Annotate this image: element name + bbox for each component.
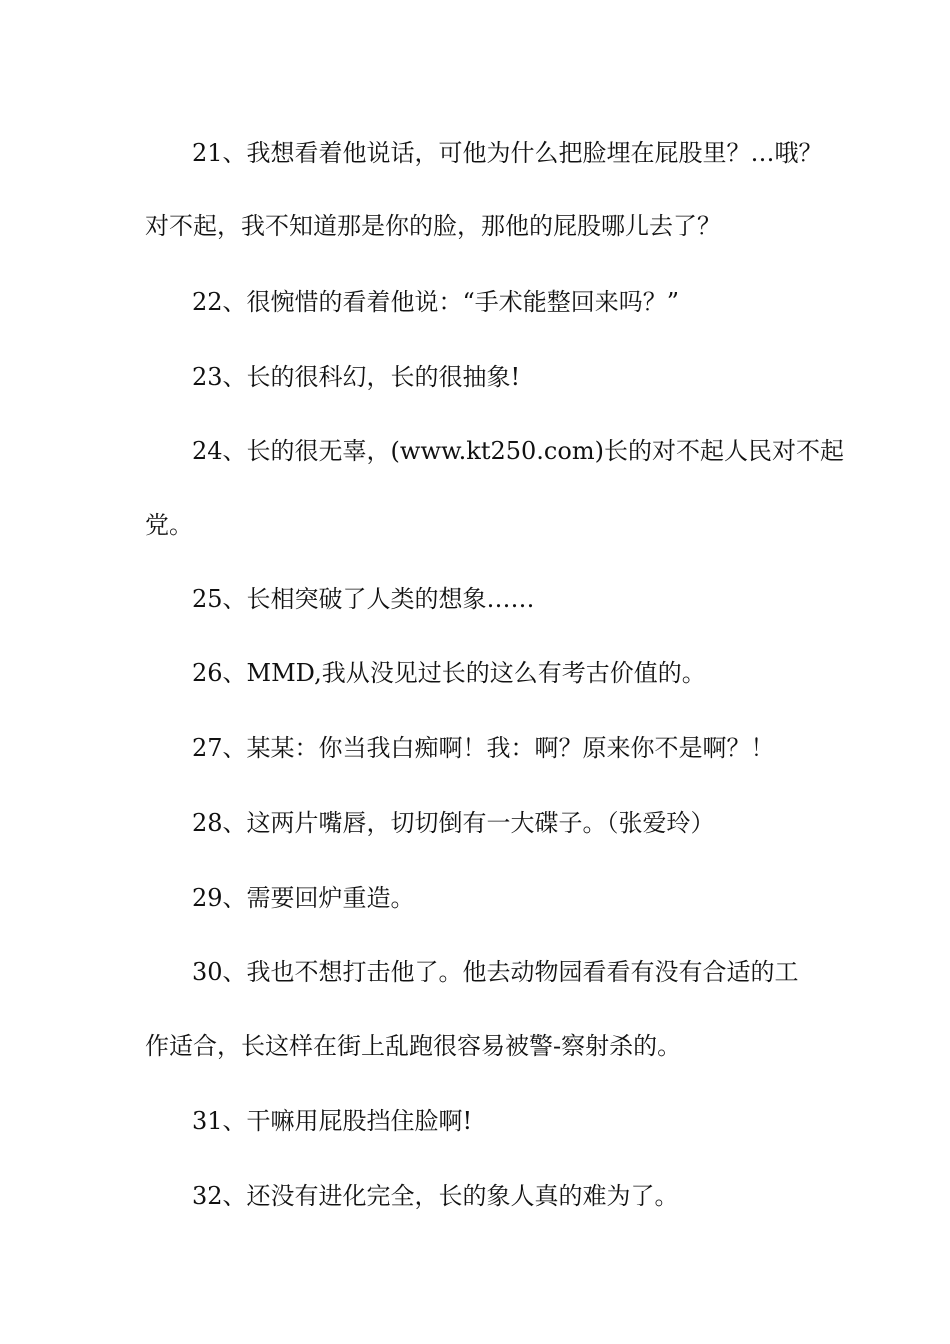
item-23-text: 23、长的很科幻，长的很抽象!	[192, 363, 521, 391]
item-22-text: 22、很惋惜的看着他说：“手术能整回来吗？”	[192, 288, 680, 316]
item-27-text: 27、某某：你当我白痴啊！我：啊？原来你不是啊？！	[192, 734, 775, 762]
item-31-text: 31、干嘛用屁股挡住脸啊!	[192, 1107, 473, 1135]
item-21-line-2: 对不起，我不知道那是你的脸，那他的屁股哪儿去了？	[145, 212, 721, 240]
item-21-line-1: 21、我想看着他说话，可他为什么把脸埋在屁股里？…哦？	[192, 139, 823, 167]
item-30-line-1: 30、我也不想打击他了。他去动物园看看有没有合适的工	[192, 958, 799, 986]
item-29-text: 29、需要回炉重造。	[192, 884, 415, 912]
item-32-text: 32、还没有进化完全，长的象人真的难为了。	[192, 1182, 679, 1210]
item-25-text: 25、长相突破了人类的想象……	[192, 585, 535, 613]
item-24-line-1: 24、长的很无辜，(www.kt250.com)长的对不起人民对不起	[192, 437, 844, 465]
item-24-line-2: 党。	[145, 511, 193, 539]
item-26-text: 26、MMD,我从没见过长的这么有考古价值的。	[192, 659, 706, 687]
item-30-line-2: 作适合，长这样在街上乱跑很容易被警-察射杀的。	[145, 1032, 682, 1060]
item-28-text: 28、这两片嘴唇，切切倒有一大碟子。（张爱玲）	[192, 809, 715, 837]
